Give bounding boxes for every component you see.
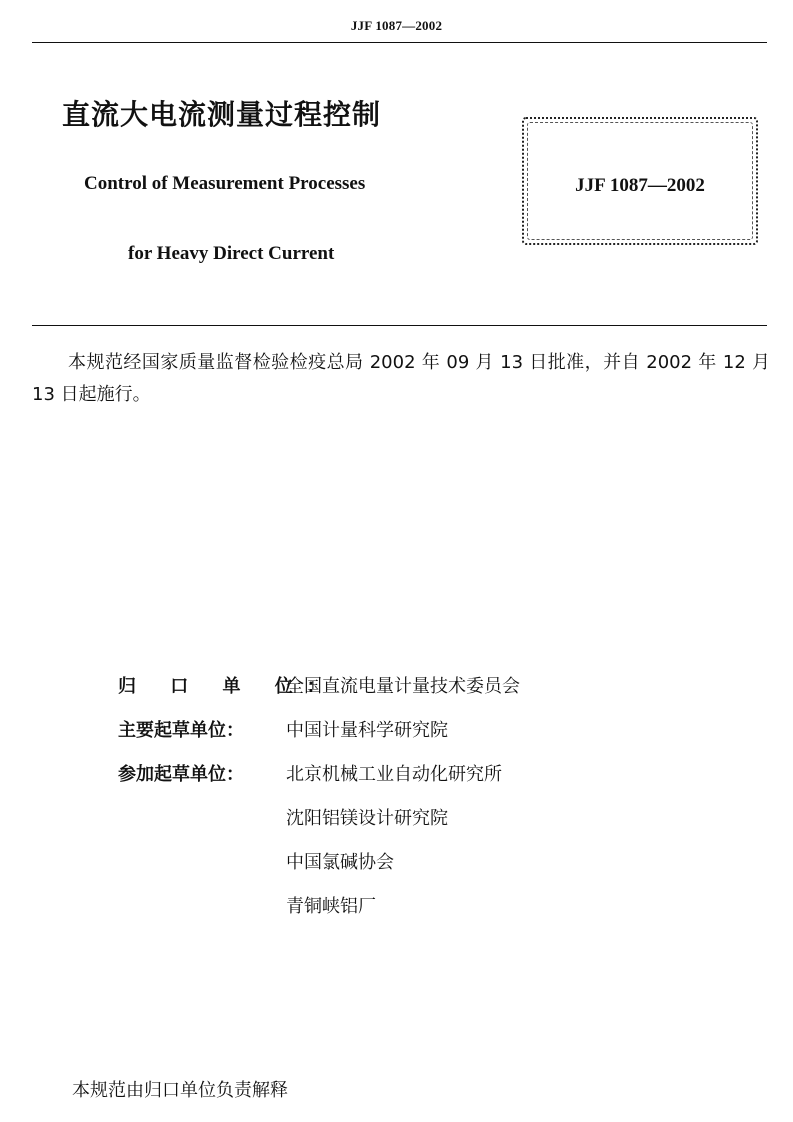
title-english-line-1: Control of Measurement Processes: [84, 173, 366, 194]
org-value-participating-3: 中国氯碱协会: [286, 852, 394, 873]
org-row-participating-1: [118, 760, 520, 804]
approval-statement: 本规范经国家质量监督检验检疫总局 2002 年 09 月 13 日批准，并自 2002 年 12 月 13 日起施行。: [32, 352, 770, 405]
org-value-participating-4: 青铜峡铝厂: [286, 896, 376, 917]
org-row-responsible: [118, 672, 520, 716]
org-value-participating-1: 北京机械工业自动化研究所: [286, 764, 502, 785]
org-value-main-drafter: 中国计量科学研究院: [286, 720, 448, 741]
middle-divider: [32, 325, 767, 326]
org-value-participating-2: 沈阳铝镁设计研究院: [286, 808, 448, 829]
org-label-participating: 参加起草单位：: [118, 764, 244, 785]
top-divider: [32, 42, 767, 43]
title-chinese: 直流大电流测量过程控制: [62, 98, 382, 131]
title-english-line-2: for Heavy Direct Current: [128, 243, 335, 264]
org-label-responsible: 归 口 单 位：: [118, 676, 339, 697]
organizations-list: [118, 672, 520, 936]
org-row-main-drafter: [118, 716, 520, 760]
org-value-responsible: 全国直流电量计量技术委员会: [286, 676, 520, 697]
org-row-participating-2: [118, 804, 520, 848]
org-row-participating-3: [118, 848, 520, 892]
standard-code-box: [522, 117, 758, 245]
org-row-participating-4: [118, 892, 520, 936]
code-box-text: JJF 1087—2002: [575, 175, 705, 196]
org-label-main-drafter: 主要起草单位：: [118, 720, 244, 741]
interpretation-note: 本规范由归口单位负责解释: [72, 1080, 288, 1101]
header-standard-code: JJF 1087—2002: [350, 18, 443, 33]
